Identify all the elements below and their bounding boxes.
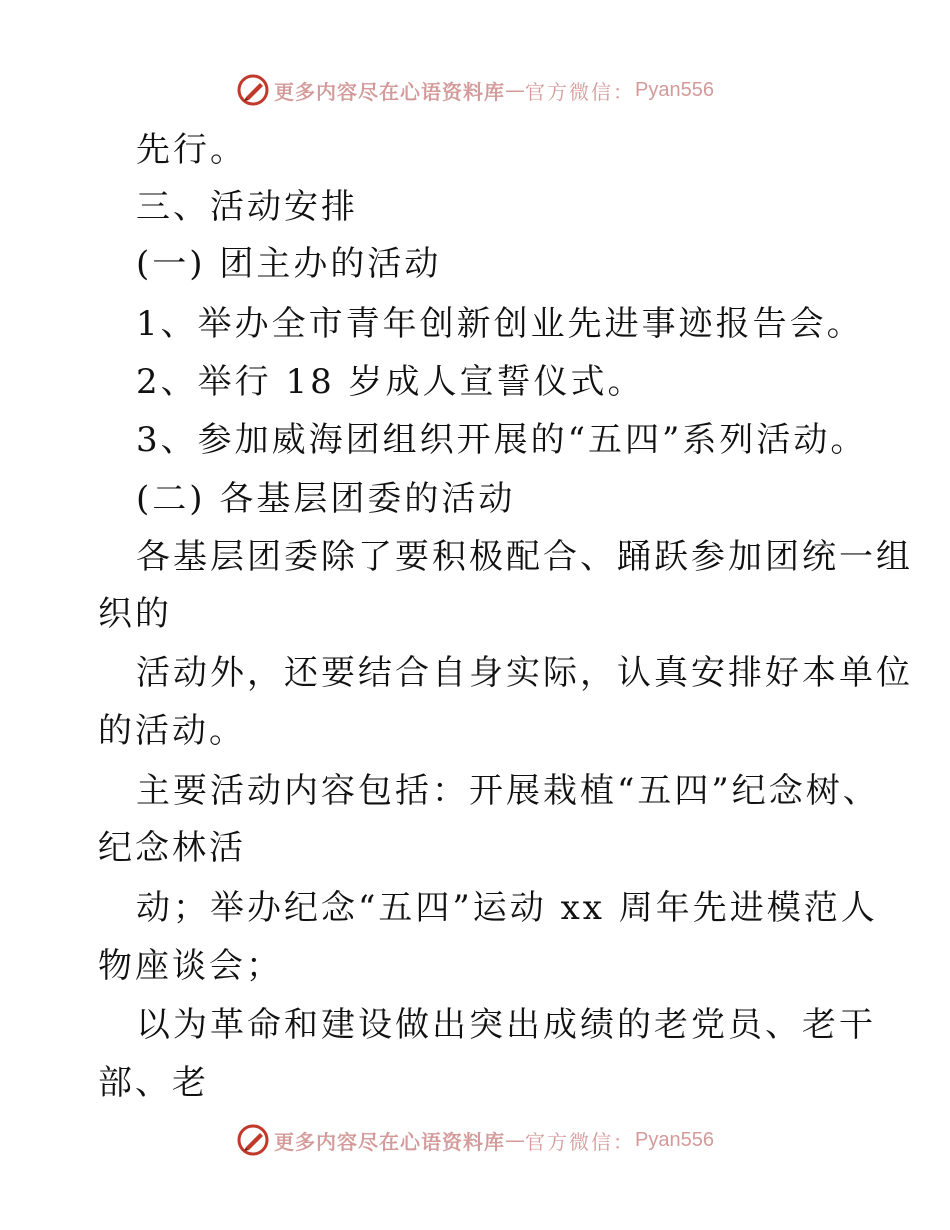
header-watermark-dash: — — [505, 78, 526, 102]
body-line: 物座谈会； — [98, 946, 283, 986]
body-line: 活动外，还要结合自身实际，认真安排好本单位 — [136, 653, 913, 693]
body-line: 部、老 — [98, 1063, 209, 1103]
header-watermark-wechat-id: Pyan556 — [635, 78, 714, 101]
body-line: 主要活动内容包括：开展栽植“五四”纪念树、 — [136, 771, 880, 811]
footer-watermark-wechat-id: Pyan556 — [635, 1128, 714, 1151]
footer-watermark-wechat-label: 官方微信： — [525, 1129, 636, 1154]
body-line: 的活动。 — [98, 711, 246, 751]
footer-watermark — [0, 1120, 950, 1160]
subsection-heading: (二) 各基层团委的活动 — [136, 479, 516, 519]
body-line: 以为革命和建设做出突出成绩的老党员、老干 — [136, 1005, 876, 1045]
footer-watermark-dash: — — [505, 1128, 526, 1152]
header-watermark — [0, 70, 950, 110]
subsection-heading: (一) 团主办的活动 — [136, 244, 442, 284]
list-item: 1、举办全市青年创新创业先进事迹报告会。 — [136, 304, 864, 344]
pen-logo-icon — [236, 1123, 270, 1157]
header-watermark-wechat-label: 官方微信： — [525, 79, 636, 104]
section-heading: 三、活动安排 — [136, 187, 358, 227]
pen-logo-icon — [236, 73, 270, 107]
body-line: 织的 — [98, 594, 172, 634]
footer-watermark-text: 更多内容尽在心语资料库 — [274, 1129, 506, 1154]
body-line: 先行。 — [136, 130, 247, 170]
body-line: 动；举办纪念“五四”运动 xx 周年先进模范人 — [136, 888, 878, 928]
body-line: 纪念林活 — [98, 828, 246, 868]
header-watermark-text: 更多内容尽在心语资料库 — [274, 79, 506, 104]
body-line: 各基层团委除了要积极配合、踊跃参加团统一组 — [136, 537, 913, 577]
list-item: 3、参加威海团组织开展的“五四”系列活动。 — [136, 420, 868, 460]
list-item: 2、举行 18 岁成人宣誓仪式。 — [136, 362, 645, 402]
